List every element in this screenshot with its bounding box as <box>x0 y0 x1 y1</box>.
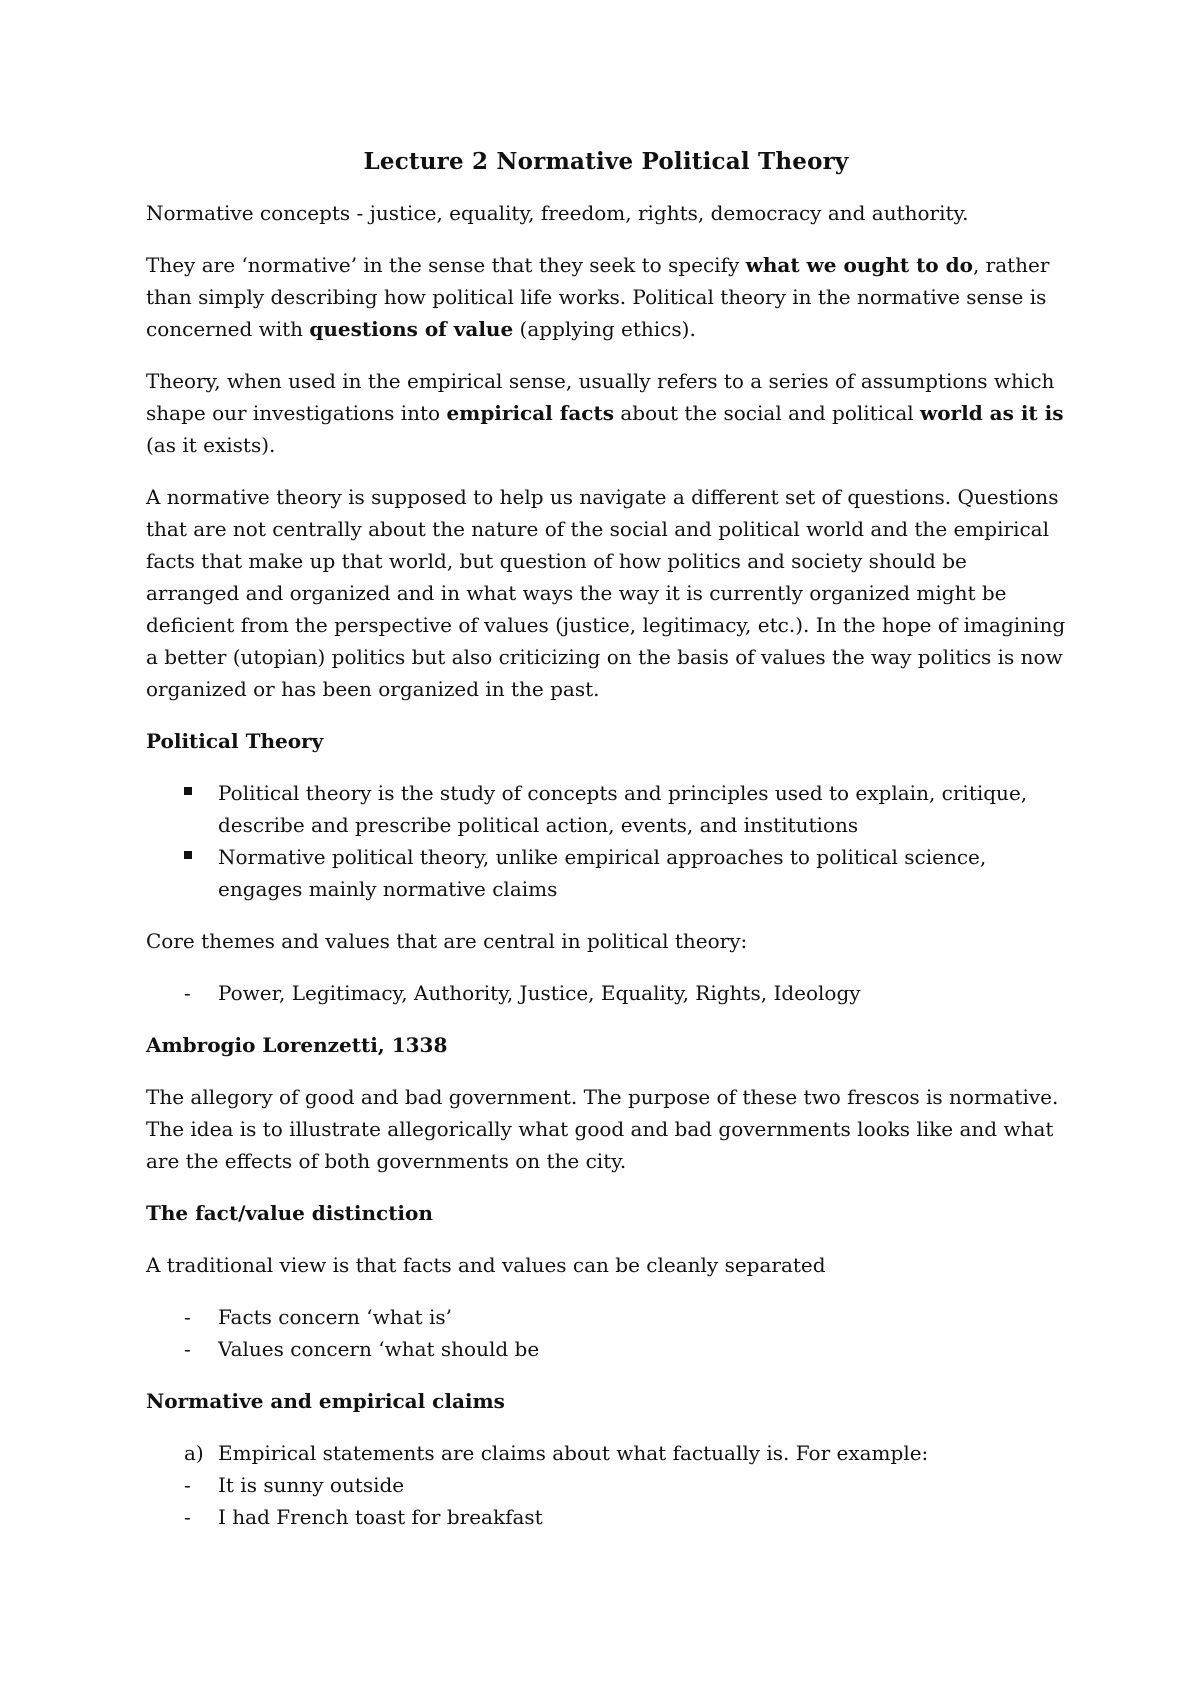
page-title: Lecture 2 Normative Political Theory <box>363 148 849 175</box>
dash-marker: - <box>184 1505 191 1529</box>
list-item-text: I had French toast for breakfast <box>218 1505 543 1529</box>
list-item-text: Values concern ‘what should be <box>218 1337 540 1361</box>
paragraph-normative-concepts: Normative concepts - justice, equality, freedom, rights, democracy and authority. <box>146 201 969 225</box>
dash-list-core-themes <box>146 977 1066 1009</box>
document-content <box>146 146 1066 1533</box>
paragraph-fact-value: A traditional view is that facts and values can be cleanly separated <box>146 1253 826 1277</box>
dash-marker: - <box>184 981 191 1005</box>
paragraph-normative-meaning <box>146 249 1066 345</box>
heading-political-theory: Political Theory <box>146 729 324 753</box>
paragraph-normative-theory: A normative theory is supposed to help us navigate a different set of questions. Questions that are not centrally about the nature of the social and political world and the empirical facts that make up that world, but question of how politics and society should be arranged and organized and in what ways the way it is currently organized might be deficient from the perspective of values (justice, legitimacy, etc.). In the hope of imagining a better (utopian) politics but also criticizing on the basis of values the way politics is now organized or has been organized in the past. <box>146 485 1066 701</box>
list-item <box>146 1301 1066 1333</box>
dash-marker: - <box>184 1305 191 1329</box>
text-run: about the social and political <box>613 401 920 425</box>
list-item <box>146 1469 1066 1501</box>
list-item <box>146 977 1066 1009</box>
list-item-text: Power, Legitimacy, Authority, Justice, Equality, Rights, Ideology <box>218 981 861 1005</box>
heading-lorenzetti: Ambrogio Lorenzetti, 1338 <box>146 1033 448 1057</box>
list-item-text: It is sunny outside <box>218 1473 405 1497</box>
square-bullet-icon <box>184 841 208 873</box>
paragraph-core-themes: Core themes and values that are central in political theory: <box>146 929 748 953</box>
paragraph-lorenzetti: The allegory of good and bad government. The purpose of these two frescos is normative. The idea is to illustrate allegorically what good and bad governments looks like and what are the effects of both governments on the city. <box>146 1085 1059 1173</box>
text-run: (as it exists). <box>146 433 276 457</box>
list-claims <box>146 1437 1066 1533</box>
list-item-text: Normative political theory, unlike empirical approaches to political science, engages mainly normative claims <box>218 845 987 901</box>
list-item <box>146 777 1066 841</box>
list-item-text: Political theory is the study of concepts and principles used to explain, critique, describe and prescribe political action, events, and institutions <box>218 781 1028 837</box>
list-item <box>146 1501 1066 1533</box>
dash-marker: - <box>184 1473 191 1497</box>
list-item <box>146 1437 1066 1469</box>
text-run: Theory, when used in the empirical sense, usually refers to a series of assumptions which shape our investigations into <box>146 369 1055 425</box>
bold-world-as-it-is: world as it is <box>920 401 1064 425</box>
letter-marker: a) <box>184 1441 204 1465</box>
paragraph-empirical-theory <box>146 365 1066 461</box>
list-item <box>146 841 1066 905</box>
heading-normative-empirical-claims: Normative and empirical claims <box>146 1389 505 1413</box>
list-item-text: Empirical statements are claims about what factually is. For example: <box>218 1441 929 1465</box>
bullet-list-political-theory <box>146 777 1066 905</box>
bold-empirical-facts: empirical facts <box>446 401 614 425</box>
square-bullet-icon <box>184 777 208 809</box>
bold-what-we-ought-to-do: what we ought to do <box>745 253 973 277</box>
bold-questions-of-value: questions of value <box>309 317 514 341</box>
heading-fact-value: The fact/value distinction <box>146 1201 433 1225</box>
dash-marker: - <box>184 1337 191 1361</box>
list-item-text: Facts concern ‘what is’ <box>218 1305 452 1329</box>
text-run: (applying ethics). <box>513 317 696 341</box>
text-run: , rather than simply describing how political life works. Political theory in the normative sense is concerned with <box>146 253 1050 341</box>
text-run: They are ‘normative’ in the sense that they seek to specify <box>146 253 746 277</box>
list-item <box>146 1333 1066 1365</box>
dash-list-fact-value <box>146 1301 1066 1365</box>
